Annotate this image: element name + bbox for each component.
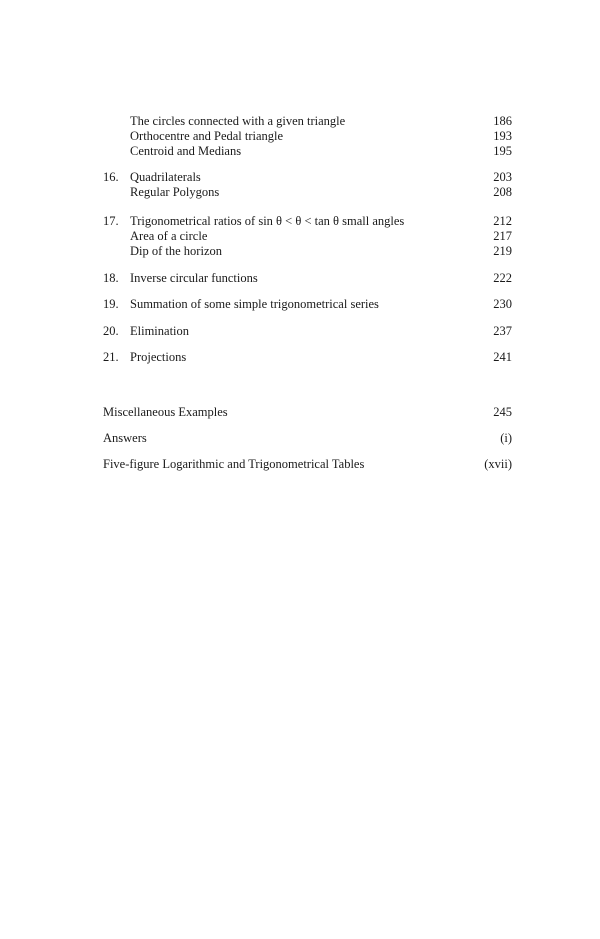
toc-entry xyxy=(103,113,512,129)
toc-entry xyxy=(103,228,512,244)
entry-title: Five-figure Logarithmic and Trigonometrical Tables xyxy=(103,457,365,471)
page-number: 217 xyxy=(493,229,512,243)
page-number: (xvii) xyxy=(484,457,512,471)
toc-entry xyxy=(103,243,512,259)
back-matter-entry xyxy=(103,404,512,420)
entry-title: Dip of the horizon xyxy=(130,244,222,258)
chapter-number: 17. xyxy=(103,214,119,228)
back-matter-entry xyxy=(103,430,512,446)
page-number: 193 xyxy=(493,129,512,143)
entry-title: Elimination xyxy=(130,324,190,338)
page-number: 241 xyxy=(493,350,512,364)
toc-entry xyxy=(103,143,512,159)
page-number: 186 xyxy=(493,114,512,128)
entry-title: Answers xyxy=(103,431,147,445)
page-number: 222 xyxy=(493,271,512,285)
toc-entry xyxy=(103,323,512,339)
entry-title: Orthocentre and Pedal triangle xyxy=(130,129,284,143)
page-number: 230 xyxy=(493,297,512,311)
entry-title: Regular Polygons xyxy=(130,185,220,199)
page-number: 203 xyxy=(493,170,512,184)
chapter-number: 19. xyxy=(103,297,119,311)
toc-entry xyxy=(103,128,512,144)
page-number: 208 xyxy=(493,185,512,199)
entry-title: Quadrilaterals xyxy=(130,170,201,184)
page-number: 237 xyxy=(493,324,512,338)
entry-title: Summation of some simple trigonometrical series xyxy=(130,297,379,311)
entry-title: The circles connected with a given triangle xyxy=(130,114,346,128)
page-number: 245 xyxy=(493,405,512,419)
chapter-number: 18. xyxy=(103,271,119,285)
chapter-number: 20. xyxy=(103,324,119,338)
entry-title: Trigonometrical ratios of sin θ < θ < tan θ small angles xyxy=(130,214,405,228)
entry-title: Projections xyxy=(130,350,187,364)
toc-entry xyxy=(103,184,512,200)
chapter-number: 16. xyxy=(103,170,119,184)
entry-title: Area of a circle xyxy=(130,229,208,243)
page-number: 195 xyxy=(493,144,512,158)
toc-entry xyxy=(103,270,512,286)
back-matter-entry xyxy=(103,456,512,472)
toc-entry xyxy=(103,169,512,185)
entry-title: Centroid and Medians xyxy=(130,144,242,158)
page-number: 219 xyxy=(493,244,512,258)
page-number: 212 xyxy=(493,214,512,228)
page-number: (i) xyxy=(500,431,512,445)
toc-entry xyxy=(103,213,512,229)
entry-title: Miscellaneous Examples xyxy=(103,405,228,419)
toc-entry xyxy=(103,296,512,312)
chapter-number: 21. xyxy=(103,350,119,364)
toc-entry xyxy=(103,349,512,365)
entry-title: Inverse circular functions xyxy=(130,271,258,285)
